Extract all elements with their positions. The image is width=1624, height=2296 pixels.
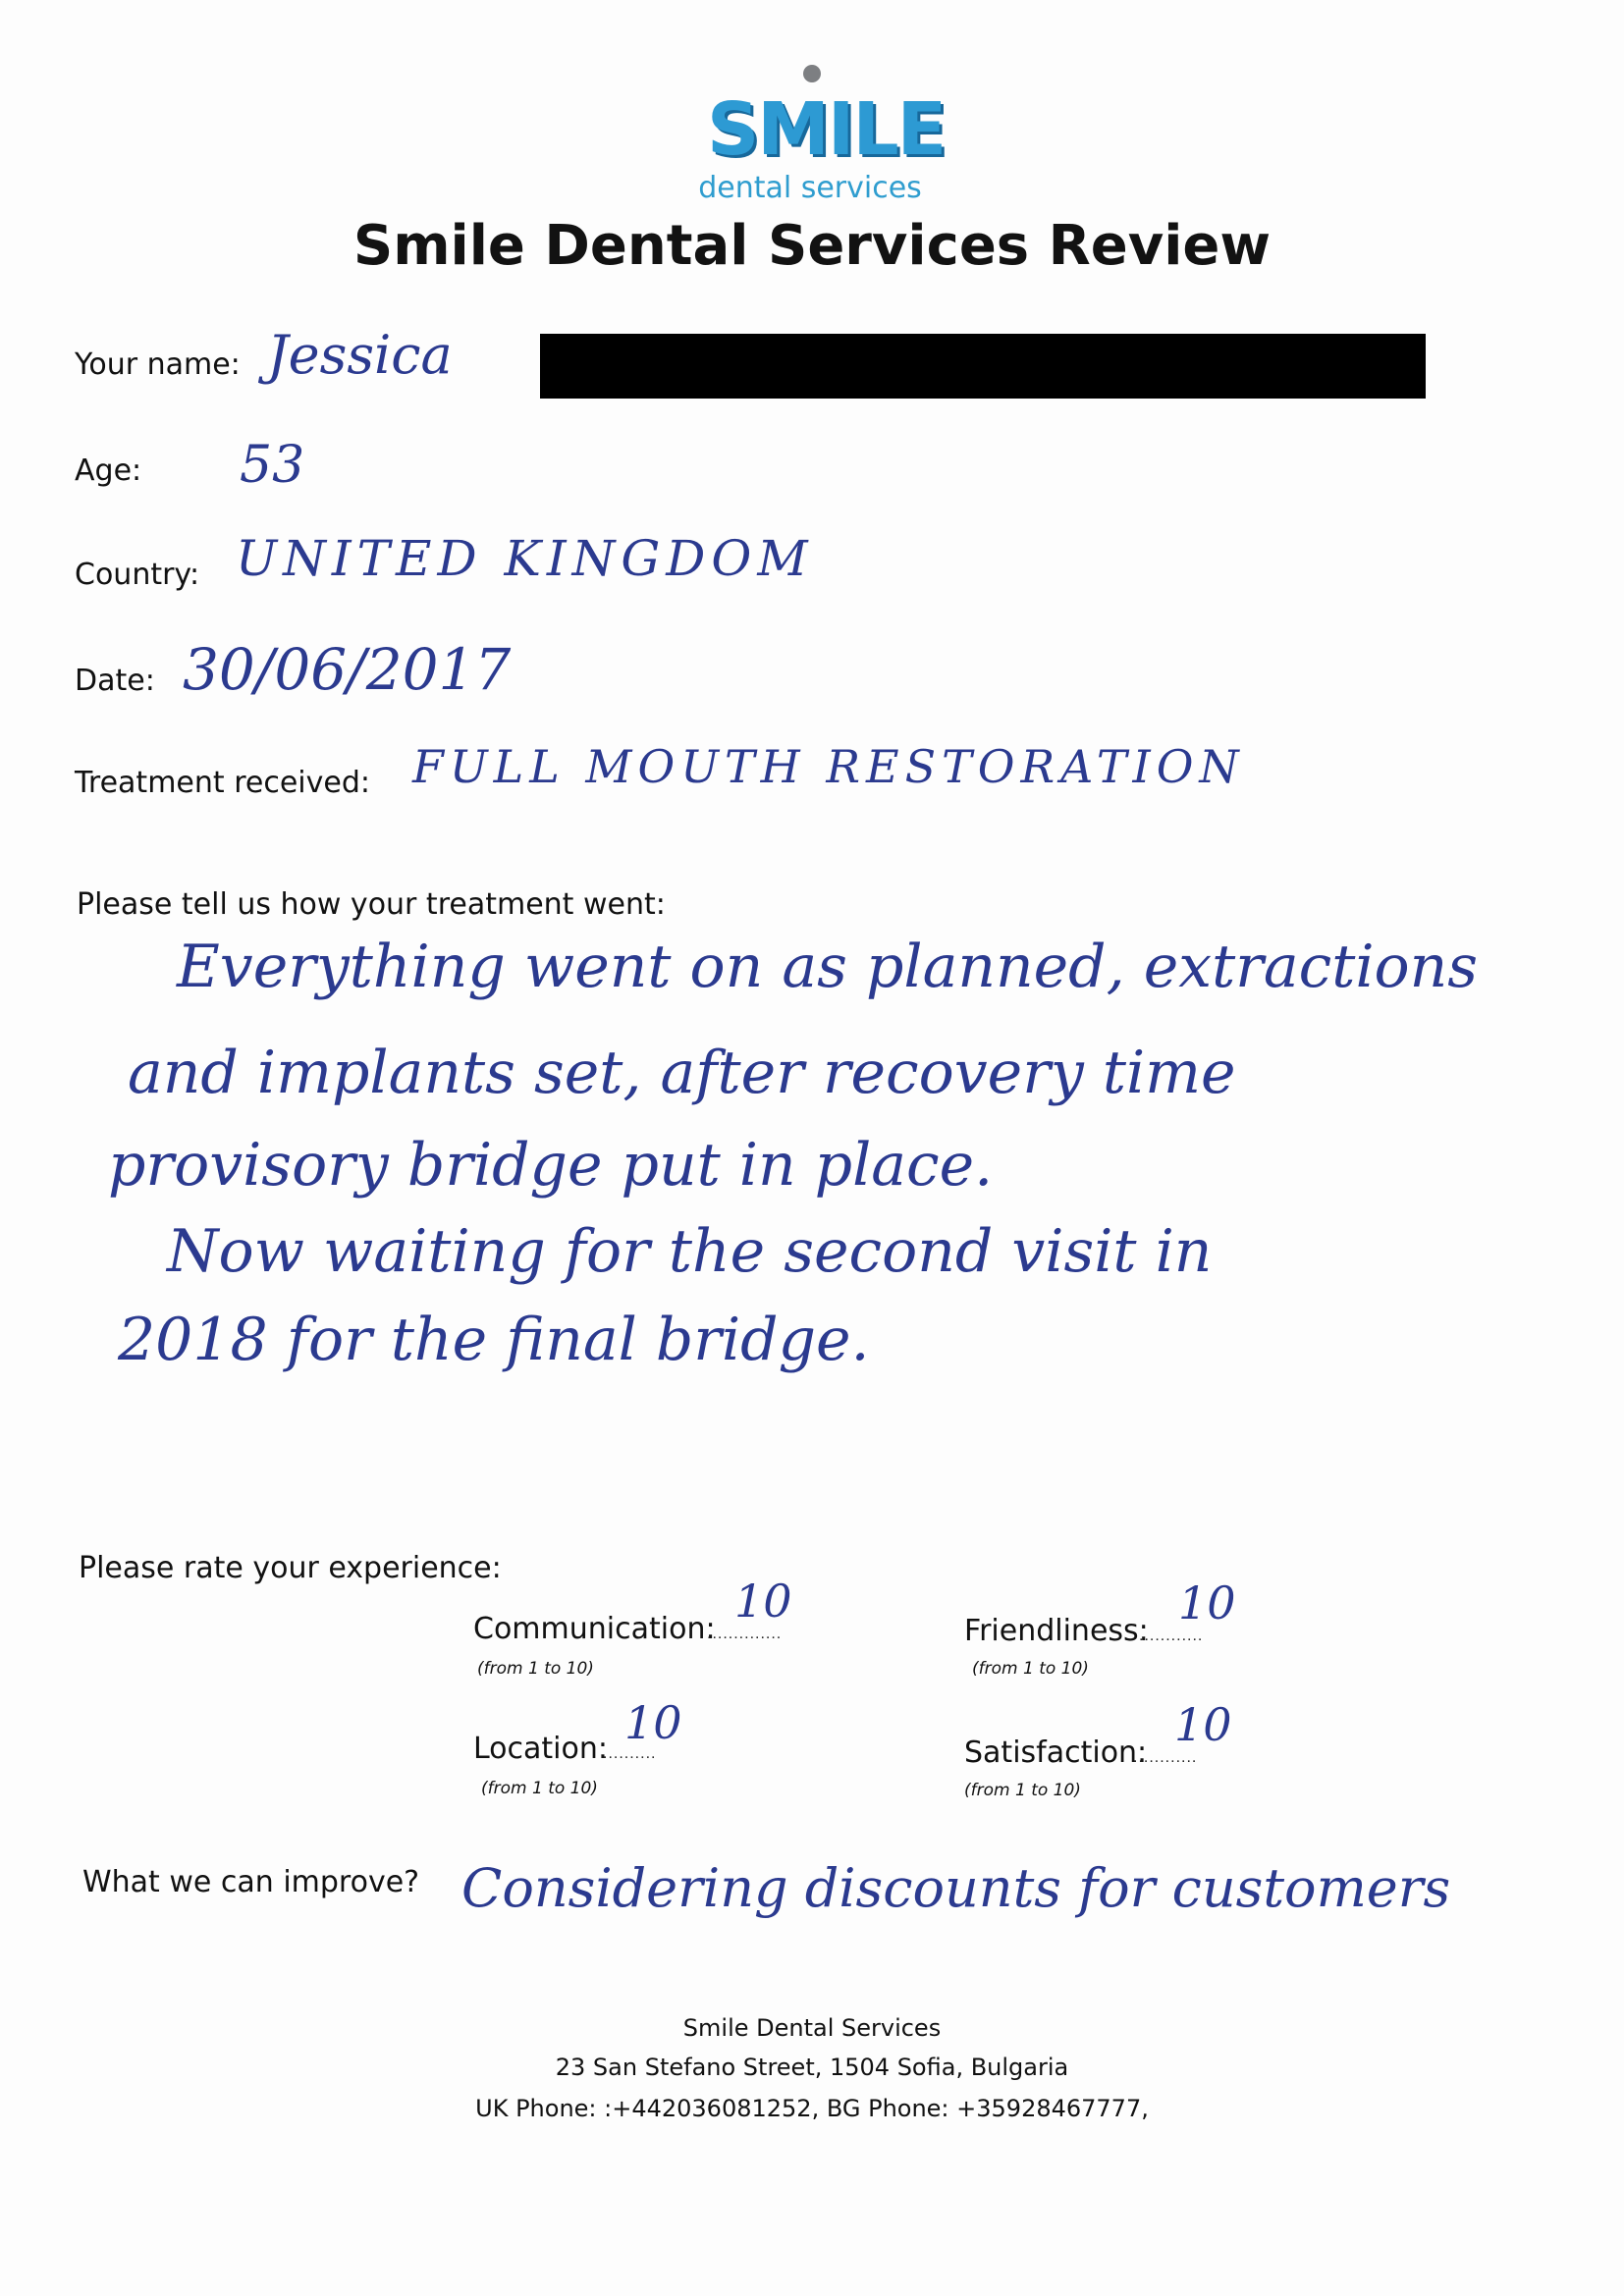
satisfaction-label: Satisfaction: <box>964 1735 1148 1770</box>
footer-phones: UK Phone: :+442036081252, BG Phone: +35928467777, <box>475 2095 1149 2122</box>
footer-company: Smile Dental Services <box>682 2014 942 2042</box>
treatment-value: FULL MOUTH RESTORATION <box>412 740 1245 793</box>
dotted-line: ............ <box>1139 1628 1204 1644</box>
logo-dot-icon <box>803 65 821 82</box>
age-value: 53 <box>240 436 305 495</box>
range-note: (from 1 to 10) <box>477 1659 594 1679</box>
friendliness-label: Friendliness: <box>964 1614 1149 1648</box>
date-value: 30/06/2017 <box>183 636 512 703</box>
feedback-line: Now waiting for the second visit in <box>167 1217 1213 1286</box>
name-label: Your name: <box>75 347 241 382</box>
range-note: (from 1 to 10) <box>972 1659 1089 1679</box>
feedback-line: provisory bridge put in place. <box>108 1131 994 1200</box>
country-label: Country: <box>75 558 200 592</box>
friendliness-value: 10 <box>1178 1576 1236 1629</box>
name-value: Jessica <box>267 324 453 386</box>
feedback-line: 2018 for the final bridge. <box>118 1306 870 1374</box>
logo-subtitle: dental services <box>698 171 922 205</box>
feedback-label: Please tell us how your treatment went: <box>77 887 666 922</box>
treatment-label: Treatment received: <box>75 766 370 800</box>
dotted-line: .............. <box>707 1626 783 1642</box>
date-label: Date: <box>75 664 155 698</box>
improve-label: What we can improve? <box>82 1865 420 1899</box>
page-title: Smile Dental Services Review <box>352 214 1272 278</box>
logo-wordmark: SMILE <box>707 87 946 172</box>
range-note: (from 1 to 10) <box>481 1779 598 1798</box>
country-value: UNITED KINGDOM <box>236 530 814 587</box>
redaction-bar <box>540 334 1426 399</box>
range-note: (from 1 to 10) <box>964 1781 1081 1800</box>
communication-label: Communication: <box>473 1612 716 1646</box>
feedback-line: Everything went on as planned, extractions <box>177 933 1479 1001</box>
location-label: Location: <box>473 1732 608 1766</box>
age-label: Age: <box>75 454 142 488</box>
improve-value: Considering discounts for customers <box>461 1857 1451 1919</box>
smile-logo <box>687 61 946 208</box>
satisfaction-value: 10 <box>1174 1698 1232 1751</box>
dotted-line: ............ <box>1133 1749 1198 1766</box>
dotted-line: .......... <box>603 1745 657 1762</box>
feedback-line: and implants set, after recovery time <box>128 1039 1236 1107</box>
rating-label: Please rate your experience: <box>79 1551 502 1585</box>
communication-value: 10 <box>734 1575 792 1628</box>
location-value: 10 <box>624 1696 682 1749</box>
footer-address: 23 San Stefano Street, 1504 Sofia, Bulgaria <box>555 2054 1069 2081</box>
